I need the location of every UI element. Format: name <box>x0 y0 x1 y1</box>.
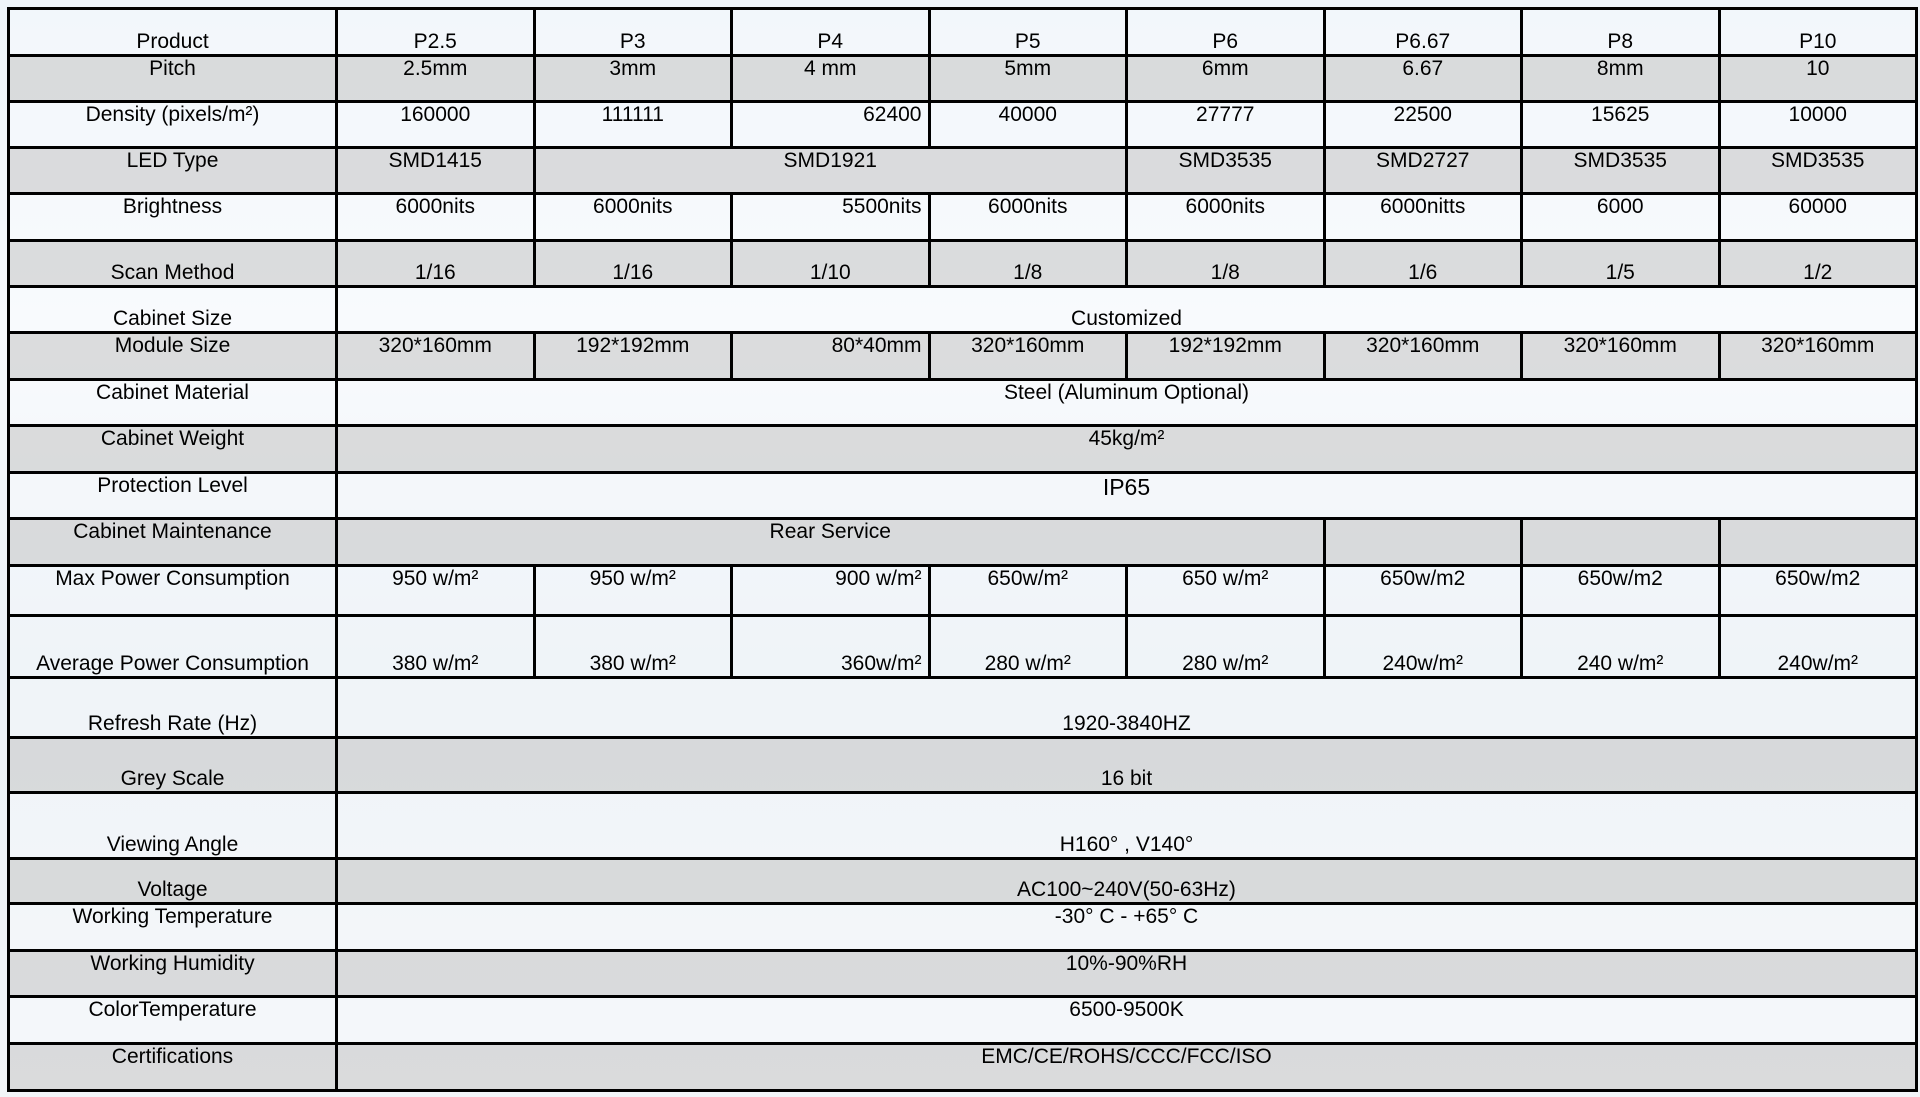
row-label: Cabinet Material <box>9 380 337 426</box>
product-cell: P3 <box>534 9 732 56</box>
table-cell: SMD1415 <box>337 148 535 194</box>
row-led-type <box>9 148 1917 194</box>
table-cell: -30° C - +65° C <box>337 904 1917 951</box>
row-module-size <box>9 333 1917 380</box>
table-cell: Rear Service <box>337 519 1325 566</box>
table-cell: 6000nitts <box>1324 194 1522 241</box>
row-label: Average Power Consumption <box>9 616 337 678</box>
row-label: Viewing Angle <box>9 793 337 859</box>
table-cell: 320*160mm <box>1324 333 1522 380</box>
table-cell: 320*160mm <box>1522 333 1720 380</box>
row-cabinet-weight <box>9 426 1917 473</box>
row-label: Scan Method <box>9 241 337 287</box>
table-cell: 1/6 <box>1324 241 1522 287</box>
table-cell: 240w/m² <box>1324 616 1522 678</box>
row-voltage <box>9 859 1917 904</box>
row-label: Product <box>9 9 337 56</box>
table-cell: 6000nits <box>337 194 535 241</box>
table-cell: 360w/m² <box>732 616 930 678</box>
row-certifications <box>9 1044 1917 1091</box>
product-cell: P6 <box>1127 9 1325 56</box>
table-cell: 111111 <box>534 102 732 148</box>
table-cell: 2.5mm <box>337 56 535 102</box>
table-cell: 1/8 <box>1127 241 1325 287</box>
row-label: Working Humidity <box>9 951 337 997</box>
table-cell: 280 w/m² <box>929 616 1127 678</box>
row-label: Cabinet Maintenance <box>9 519 337 566</box>
table-cell: 6000 <box>1522 194 1720 241</box>
row-cabinet-size <box>9 287 1917 333</box>
spec-table <box>7 7 1918 1092</box>
table-cell: AC100~240V(50-63Hz) <box>337 859 1917 904</box>
row-viewing-angle <box>9 793 1917 859</box>
table-cell: 80*40mm <box>732 333 930 380</box>
table-cell: 650w/m2 <box>1719 566 1917 616</box>
table-cell: 650w/m² <box>929 566 1127 616</box>
row-label: LED Type <box>9 148 337 194</box>
row-refresh-rate <box>9 678 1917 738</box>
row-label: Module Size <box>9 333 337 380</box>
table-cell: 320*160mm <box>1719 333 1917 380</box>
table-cell: 380 w/m² <box>337 616 535 678</box>
table-cell: 10%-90%RH <box>337 951 1917 997</box>
table-cell: 1/8 <box>929 241 1127 287</box>
table-cell: SMD2727 <box>1324 148 1522 194</box>
table-cell: 5mm <box>929 56 1127 102</box>
row-avg-power <box>9 616 1917 678</box>
table-cell: 40000 <box>929 102 1127 148</box>
row-max-power <box>9 566 1917 616</box>
table-cell: 320*160mm <box>337 333 535 380</box>
table-cell: 320*160mm <box>929 333 1127 380</box>
product-cell: P5 <box>929 9 1127 56</box>
table-cell: 240w/m² <box>1719 616 1917 678</box>
row-protection-level <box>9 473 1917 519</box>
table-cell: 27777 <box>1127 102 1325 148</box>
row-product <box>9 9 1917 56</box>
row-label: Brightness <box>9 194 337 241</box>
table-cell: 6.67 <box>1324 56 1522 102</box>
table-cell: 1/5 <box>1522 241 1720 287</box>
row-scan-method <box>9 241 1917 287</box>
table-cell: 6000nits <box>929 194 1127 241</box>
table-cell: 60000 <box>1719 194 1917 241</box>
table-cell: 160000 <box>337 102 535 148</box>
row-label: Refresh Rate (Hz) <box>9 678 337 738</box>
row-label: Cabinet Size <box>9 287 337 333</box>
table-cell: SMD3535 <box>1127 148 1325 194</box>
table-cell: Customized <box>337 287 1917 333</box>
table-cell: 4 mm <box>732 56 930 102</box>
table-cell: SMD1921 <box>534 148 1127 194</box>
table-cell <box>1522 519 1720 566</box>
row-working-temperature <box>9 904 1917 951</box>
table-cell: 16 bit <box>337 738 1917 793</box>
product-cell: P10 <box>1719 9 1917 56</box>
table-cell: 45kg/m² <box>337 426 1917 473</box>
table-cell: 8mm <box>1522 56 1720 102</box>
table-cell: 22500 <box>1324 102 1522 148</box>
row-label: Max Power Consumption <box>9 566 337 616</box>
row-label: Certifications <box>9 1044 337 1091</box>
table-cell: IP65 <box>337 473 1917 519</box>
table-cell: 950 w/m² <box>534 566 732 616</box>
row-label: Grey Scale <box>9 738 337 793</box>
row-brightness <box>9 194 1917 241</box>
table-cell: 650 w/m² <box>1127 566 1325 616</box>
product-cell: P2.5 <box>337 9 535 56</box>
table-cell: 1/10 <box>732 241 930 287</box>
table-cell <box>1719 519 1917 566</box>
table-cell <box>1324 519 1522 566</box>
table-cell: SMD3535 <box>1522 148 1720 194</box>
row-pitch <box>9 56 1917 102</box>
table-cell: Steel (Aluminum Optional) <box>337 380 1917 426</box>
table-cell: 192*192mm <box>534 333 732 380</box>
row-label: Voltage <box>9 859 337 904</box>
table-cell: 900 w/m² <box>732 566 930 616</box>
table-cell: 1920-3840HZ <box>337 678 1917 738</box>
table-cell: 280 w/m² <box>1127 616 1325 678</box>
table-cell: 650w/m2 <box>1324 566 1522 616</box>
product-cell: P6.67 <box>1324 9 1522 56</box>
row-label: Density (pixels/m²) <box>9 102 337 148</box>
table-cell: 6000nits <box>534 194 732 241</box>
table-cell: 10 <box>1719 56 1917 102</box>
table-cell: 240 w/m² <box>1522 616 1720 678</box>
table-cell: SMD3535 <box>1719 148 1917 194</box>
table-cell: 6000nits <box>1127 194 1325 241</box>
row-label: Cabinet Weight <box>9 426 337 473</box>
row-label: Protection Level <box>9 473 337 519</box>
row-cabinet-material <box>9 380 1917 426</box>
table-cell: 3mm <box>534 56 732 102</box>
row-color-temperature <box>9 997 1917 1044</box>
row-density <box>9 102 1917 148</box>
table-cell: 6mm <box>1127 56 1325 102</box>
table-cell: 1/16 <box>337 241 535 287</box>
product-cell: P8 <box>1522 9 1720 56</box>
table-cell: 10000 <box>1719 102 1917 148</box>
row-cabinet-maintenance <box>9 519 1917 566</box>
table-cell: 650w/m2 <box>1522 566 1720 616</box>
row-working-humidity <box>9 951 1917 997</box>
table-cell: 1/16 <box>534 241 732 287</box>
table-cell: 192*192mm <box>1127 333 1325 380</box>
row-label: Working Temperature <box>9 904 337 951</box>
table-cell: 1/2 <box>1719 241 1917 287</box>
row-grey-scale <box>9 738 1917 793</box>
table-cell: 5500nits <box>732 194 930 241</box>
row-label: Pitch <box>9 56 337 102</box>
table-cell: H160° , V140° <box>337 793 1917 859</box>
table-cell: 62400 <box>732 102 930 148</box>
table-cell: EMC/CE/ROHS/CCC/FCC/ISO <box>337 1044 1917 1091</box>
table-cell: 950 w/m² <box>337 566 535 616</box>
row-label: ColorTemperature <box>9 997 337 1044</box>
table-cell: 6500-9500K <box>337 997 1917 1044</box>
table-cell: 15625 <box>1522 102 1720 148</box>
table-cell: 380 w/m² <box>534 616 732 678</box>
product-cell: P4 <box>732 9 930 56</box>
